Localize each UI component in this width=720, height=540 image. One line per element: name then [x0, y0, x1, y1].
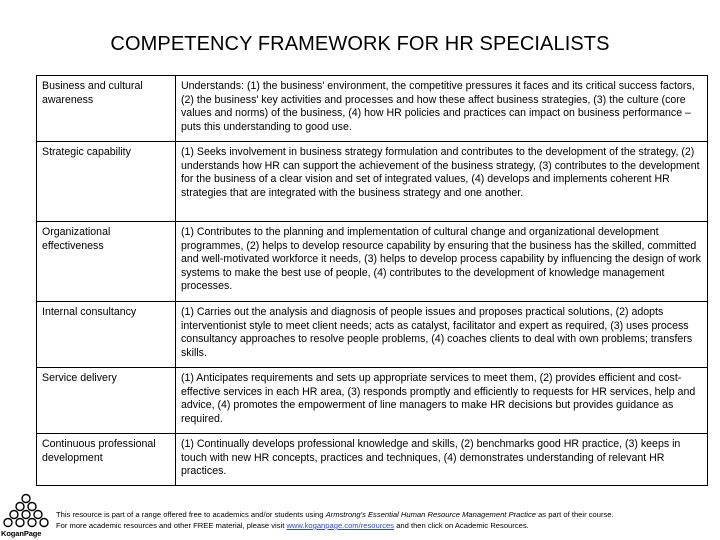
competency-table — [36, 75, 708, 486]
competency-description: Understands: (1) the business' environment, the competitive pressures it faces and its critical success factors, (2) the business' key activities and processes and how these affect business strategies, (3) the culture (core values and norms) of the business, (4) how HR policies and practices can impact on business performance – puts this understanding to good use. — [176, 76, 708, 142]
competency-description: (1) Anticipates requirements and sets up appropriate services to meet them, (2) provides efficient and cost-effective services in each HR area, (3) responds promptly and efficiently to requests for HR services, help and advice, (4) promotes the empowerment of line managers to make HR decisions but provides guidance as required. — [176, 368, 708, 434]
competency-description: (1) Contributes to the planning and implementation of cultural change and organizational development programmes, (2) helps to develop resource capability by ensuring that the business has the skilled, committed and well-motivated workforce it needs, (3) helps to develop process capability by influencing the design of work systems to make the best use of people, (4) contributes to the development of knowledge management processes. — [176, 222, 708, 302]
competency-description: (1) Seeks involvement in business strategy formulation and contributes to the development of the strategy, (2) understands how HR can support the achievement of the business strategy, (3) contributes to the development for the business of a clear vision and set of integrated values, (4) develops and implements coherent HR strategies that are integrated with the business strategy and one another. — [176, 142, 708, 222]
competency-name: Continuous professional development — [37, 434, 176, 486]
logo-text: KoganPage — [1, 529, 42, 538]
competency-description: (1) Continually develops professional knowledge and skills, (2) benchmarks good HR practice, (3) keeps in touch with new HR concepts, practices and techniques, (4) demonstrates understanding of relevant HR practices. — [176, 434, 708, 486]
table-row — [37, 76, 708, 142]
footer-line-1: This resource is part of a range offered free to academics and/or students using Armstrong's Essential Human Resource Management Practice as part of their course. — [56, 510, 614, 519]
competency-name: Internal consultancy — [37, 302, 176, 368]
table-row — [37, 368, 708, 434]
table-row — [37, 142, 708, 222]
competency-name: Organizational effectiveness — [37, 222, 176, 302]
table-row — [37, 222, 708, 302]
resources-link[interactable]: www.koganpage.com/resources — [286, 521, 395, 530]
table-row — [37, 434, 708, 486]
table-row — [37, 302, 708, 368]
footer-line-2: For more academic resources and other FREE material, please visit www.koganpage.com/resources and then click on Academic Resources. — [56, 521, 529, 530]
footer-note — [56, 509, 720, 531]
page-title: COMPETENCY FRAMEWORK FOR HR SPECIALISTS — [110, 33, 610, 55]
competency-name: Service delivery — [37, 368, 176, 434]
book-title: Armstrong's Essential Human Resource Management Practice — [325, 510, 536, 519]
competency-description: (1) Carries out the analysis and diagnosis of people issues and proposes practical solutions, (2) adopts interventionist style to meet client needs; acts as catalyst, facilitator and expert as required, (3) uses process consultancy approaches to resolve people problems, (4) coaches clients to deal with own problems; transfers skills. — [176, 302, 708, 368]
competency-name: Business and cultural awareness — [37, 76, 176, 142]
competency-name: Strategic capability — [37, 142, 176, 222]
